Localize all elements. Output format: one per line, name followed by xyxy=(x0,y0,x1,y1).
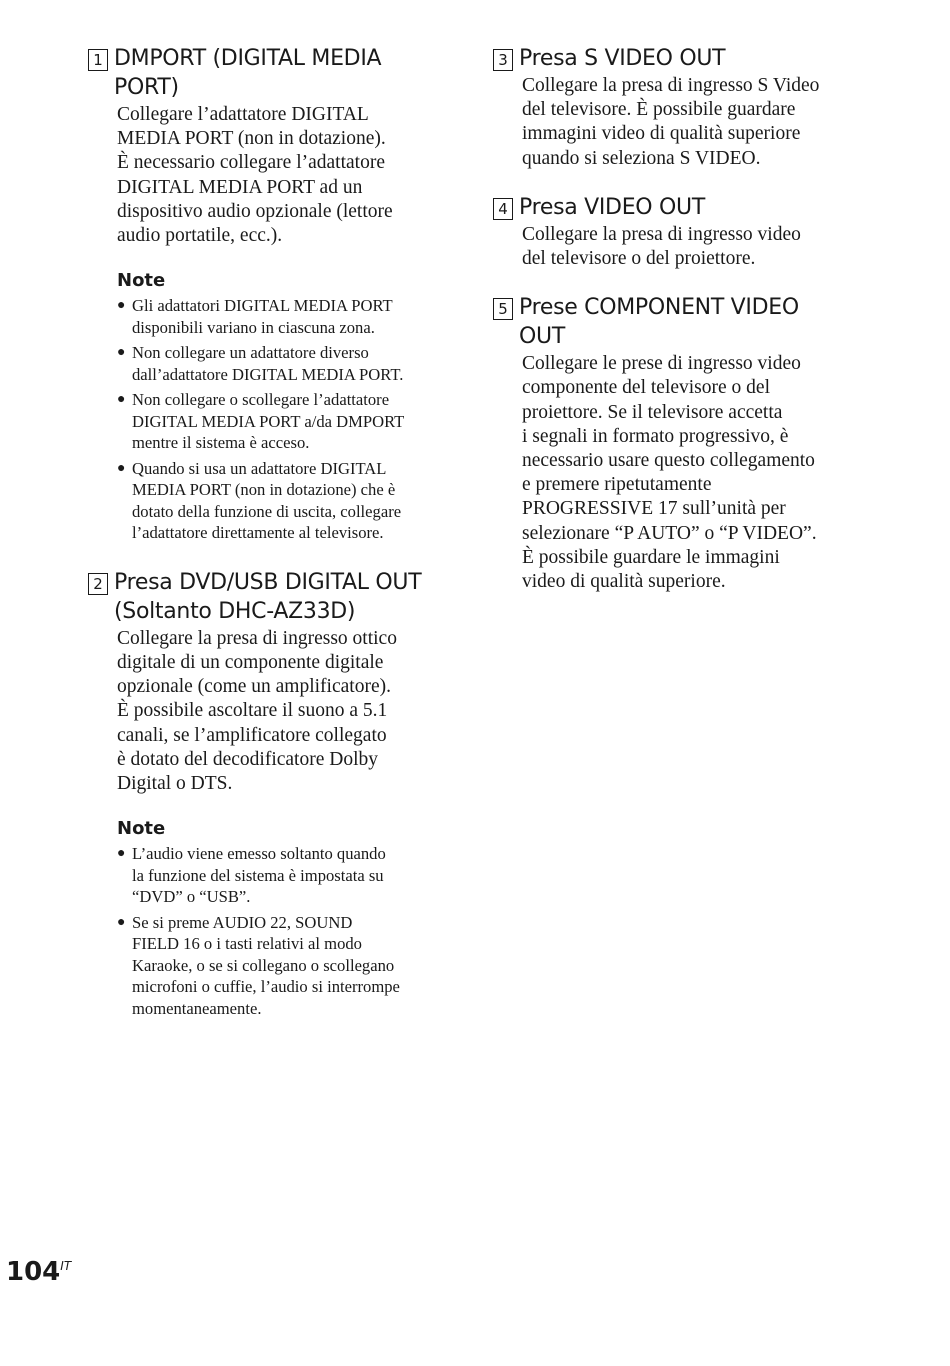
note-list xyxy=(117,843,453,1019)
note-item xyxy=(117,389,453,454)
section-title: Presa VIDEO OUT xyxy=(519,194,705,220)
section-number-box: 1 xyxy=(88,49,108,71)
section-component-video-out xyxy=(493,293,863,594)
section-heading xyxy=(493,193,863,222)
note-text: Non collegare o scollegare l’adattatore DIGITAL MEDIA PORT a/da DMPORT mentre il sistema è acceso. xyxy=(132,390,405,453)
bullet-icon: ● xyxy=(117,846,126,862)
right-column xyxy=(493,44,863,614)
page-number-value: 104 xyxy=(6,1257,61,1287)
section-heading xyxy=(88,568,453,626)
section-body xyxy=(522,223,863,271)
section-heading xyxy=(88,44,453,102)
section-heading xyxy=(493,44,863,73)
note-text: Gli adattatori DIGITAL MEDIA PORT disponibili variano in ciascuna zona. xyxy=(132,296,393,337)
bullet-icon: ● xyxy=(117,345,126,361)
bullet-icon: ● xyxy=(117,460,126,476)
note-item xyxy=(117,295,453,338)
section-paragraph: Collegare la presa di ingresso ottico digitale di un componente digitale opzionale (come un amplificatore). È possibile ascoltare il suono a 5.1 canali, se l’amplificatore collegato è dotato del decodificatore Dolby Digital o DTS. xyxy=(117,627,397,794)
note-text: Quando si usa un adattatore DIGITAL MEDIA PORT (non in dotazione) che è dotato della funzione di uscita, collegare l’adattatore direttamente al televisore. xyxy=(132,458,402,543)
section-title: DMPORT (DIGITAL MEDIA PORT) xyxy=(114,46,382,100)
note-heading: Note xyxy=(117,270,166,292)
section-heading xyxy=(493,293,863,351)
section-body xyxy=(117,103,453,544)
note-item xyxy=(117,458,453,544)
left-column xyxy=(88,44,453,1039)
section-video-out xyxy=(493,193,863,271)
section-paragraph: Collegare la presa di ingresso video del televisore o del proiettore. xyxy=(522,223,801,270)
page-language-suffix: IT xyxy=(60,1259,72,1273)
section-title: Prese COMPONENT VIDEO OUT xyxy=(519,295,799,350)
section-number-box: 5 xyxy=(493,298,513,320)
bullet-icon: ● xyxy=(117,392,126,408)
section-body xyxy=(522,352,863,594)
section-body xyxy=(522,74,863,171)
section-number-box: 2 xyxy=(88,573,108,595)
note-heading: Note xyxy=(117,818,166,840)
note-text: L’audio viene emesso soltanto quando la funzione del sistema è impostata su “DVD” o “USB”. xyxy=(132,844,386,907)
note-list xyxy=(117,295,453,544)
section-number-box: 3 xyxy=(493,49,513,71)
section-paragraph: Collegare l’adattatore DIGITAL MEDIA PORT (non in dotazione). È necessario collegare l’adattatore DIGITAL MEDIA PORT ad un dispositivo audio opzionale (lettore audio portatile, ecc.). xyxy=(117,104,393,247)
note-text: Se si preme AUDIO 22, SOUND FIELD 16 o i tasti relativi al modo Karaoke, o se si collegano o scollegano microfoni o cuffie, l’audio si interrompe momentaneamente. xyxy=(132,912,400,1018)
note-text: Non collegare un adattatore diverso dall’adattatore DIGITAL MEDIA PORT. xyxy=(132,343,404,384)
note-item xyxy=(117,912,453,1020)
section-digital-out xyxy=(88,568,453,1019)
bullet-icon: ● xyxy=(117,298,126,314)
note-item xyxy=(117,342,453,385)
section-s-video-out xyxy=(493,44,863,171)
section-paragraph: Collegare le prese di ingresso video componente del televisore o del proiettore. Se il televisore accetta i segnali in formato progressivo, è necessario usare questo collegamento e premere ripetutamente PROGRESSIVE 17 sull’unità per selezionare “P AUTO” o “P VIDEO”. È possibile guardare le immagini video di qualità superiore. xyxy=(522,353,817,593)
section-body xyxy=(117,627,453,1019)
section-title: Presa DVD/USB DIGITAL OUT (Soltanto DHC-AZ33D) xyxy=(114,569,422,624)
note-item xyxy=(117,843,453,908)
section-title: Presa S VIDEO OUT xyxy=(519,46,726,71)
section-paragraph: Collegare la presa di ingresso S Video del televisore. È possibile guardare immagini video di qualità superiore quando si seleziona S VIDEO. xyxy=(522,75,820,169)
bullet-icon: ● xyxy=(117,914,126,930)
section-number-box: 4 xyxy=(493,198,513,220)
section-dmport xyxy=(88,44,453,544)
page-number xyxy=(6,1257,71,1287)
